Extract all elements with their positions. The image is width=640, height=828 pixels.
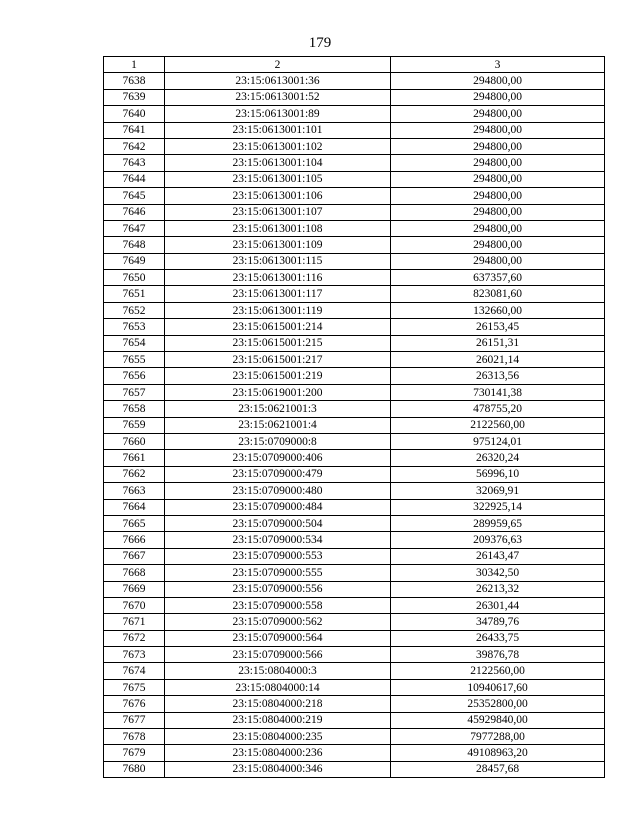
cadastral-number-cell: 23:15:0613001:104 — [165, 155, 391, 171]
cadastral-value-cell: 823081,60 — [391, 286, 605, 302]
cadastral-number-cell: 23:15:0804000:218 — [165, 696, 391, 712]
table-row — [104, 712, 605, 728]
row-number-cell: 7678 — [104, 729, 165, 745]
cadastral-value-cell: 209376,63 — [391, 532, 605, 548]
cadastral-number-cell: 23:15:0709000:562 — [165, 614, 391, 630]
table-row — [104, 138, 605, 154]
row-number-cell: 7647 — [104, 220, 165, 236]
table-row — [104, 647, 605, 663]
table-row — [104, 565, 605, 581]
cadastral-value-cell: 322925,14 — [391, 499, 605, 515]
row-number-cell: 7664 — [104, 499, 165, 515]
table-row — [104, 761, 605, 777]
row-number-cell: 7665 — [104, 515, 165, 531]
row-number-cell: 7662 — [104, 466, 165, 482]
table-row — [104, 335, 605, 351]
row-number-cell: 7639 — [104, 89, 165, 105]
cadastral-number-cell: 23:15:0613001:107 — [165, 204, 391, 220]
row-number-cell: 7680 — [104, 761, 165, 777]
cadastral-value-cell: 26151,31 — [391, 335, 605, 351]
table-row — [104, 319, 605, 335]
cadastral-number-cell: 23:15:0613001:89 — [165, 106, 391, 122]
table-row — [104, 220, 605, 236]
cadastral-value-cell: 26213,32 — [391, 581, 605, 597]
cadastral-value-cell: 32069,91 — [391, 483, 605, 499]
table-row — [104, 73, 605, 89]
table-row — [104, 122, 605, 138]
cadastral-number-cell: 23:15:0709000:504 — [165, 515, 391, 531]
table-row — [104, 237, 605, 253]
row-number-cell: 7650 — [104, 270, 165, 286]
cadastral-number-cell: 23:15:0621001:3 — [165, 401, 391, 417]
cadastral-number-cell: 23:15:0804000:14 — [165, 679, 391, 695]
cadastral-value-cell: 7977288,00 — [391, 729, 605, 745]
page-number: 179 — [308, 35, 332, 51]
cadastral-number-cell: 23:15:0615001:215 — [165, 335, 391, 351]
row-number-cell: 7679 — [104, 745, 165, 761]
row-number-cell: 7671 — [104, 614, 165, 630]
row-number-cell: 7645 — [104, 188, 165, 204]
cadastral-number-cell: 23:15:0804000:236 — [165, 745, 391, 761]
cadastral-value-cell: 294800,00 — [391, 171, 605, 187]
table-row — [104, 614, 605, 630]
row-number-cell: 7666 — [104, 532, 165, 548]
row-number-cell: 7649 — [104, 253, 165, 269]
row-number-cell: 7644 — [104, 171, 165, 187]
row-number-cell: 7675 — [104, 679, 165, 695]
cadastral-value-cell: 289959,65 — [391, 515, 605, 531]
cadastral-number-cell: 23:15:0709000:553 — [165, 548, 391, 564]
cadastral-value-cell: 10940617,60 — [391, 679, 605, 695]
cadastral-value-cell: 730141,38 — [391, 384, 605, 400]
cadastral-value-cell: 56996,10 — [391, 466, 605, 482]
cadastral-number-cell: 23:15:0709000:534 — [165, 532, 391, 548]
cadastral-number-cell: 23:15:0613001:116 — [165, 270, 391, 286]
cadastral-value-cell: 294800,00 — [391, 253, 605, 269]
table-row — [104, 663, 605, 679]
cadastral-value-cell: 294800,00 — [391, 73, 605, 89]
row-number-cell: 7657 — [104, 384, 165, 400]
cadastral-value-cell: 294800,00 — [391, 122, 605, 138]
row-number-cell: 7655 — [104, 352, 165, 368]
column-header-value: 3 — [391, 57, 605, 73]
cadastral-number-cell: 23:15:0709000:479 — [165, 466, 391, 482]
cadastral-value-cell: 39876,78 — [391, 647, 605, 663]
cadastral-value-cell: 26320,24 — [391, 450, 605, 466]
row-number-cell: 7653 — [104, 319, 165, 335]
cadastral-number-cell: 23:15:0613001:119 — [165, 302, 391, 318]
table-row — [104, 515, 605, 531]
row-number-cell: 7652 — [104, 302, 165, 318]
cadastral-number-cell: 23:15:0613001:52 — [165, 89, 391, 105]
cadastral-number-cell: 23:15:0804000:3 — [165, 663, 391, 679]
cadastral-value-cell: 26433,75 — [391, 630, 605, 646]
table-row — [104, 679, 605, 695]
table-row — [104, 597, 605, 613]
cadastral-number-cell: 23:15:0619001:200 — [165, 384, 391, 400]
cadastral-value-cell: 294800,00 — [391, 204, 605, 220]
row-number-cell: 7669 — [104, 581, 165, 597]
row-number-cell: 7642 — [104, 138, 165, 154]
cadastral-number-cell: 23:15:0613001:102 — [165, 138, 391, 154]
table-row — [104, 630, 605, 646]
cadastral-value-cell: 478755,20 — [391, 401, 605, 417]
cadastral-number-cell: 23:15:0709000:406 — [165, 450, 391, 466]
cadastral-value-cell: 28457,68 — [391, 761, 605, 777]
cadastral-value-cell: 2122560,00 — [391, 663, 605, 679]
row-number-cell: 7663 — [104, 483, 165, 499]
cadastral-number-cell: 23:15:0613001:105 — [165, 171, 391, 187]
cadastral-number-cell: 23:15:0709000:8 — [165, 433, 391, 449]
cadastral-number-cell: 23:15:0613001:115 — [165, 253, 391, 269]
cadastral-value-cell: 49108963,20 — [391, 745, 605, 761]
table-row — [104, 384, 605, 400]
row-number-cell: 7672 — [104, 630, 165, 646]
cadastral-number-cell: 23:15:0804000:346 — [165, 761, 391, 777]
table-row — [104, 433, 605, 449]
table-row — [104, 286, 605, 302]
cadastral-number-cell: 23:15:0709000:480 — [165, 483, 391, 499]
cadastral-number-cell: 23:15:0613001:109 — [165, 237, 391, 253]
table-row — [104, 270, 605, 286]
cadastral-number-cell: 23:15:0709000:484 — [165, 499, 391, 515]
cadastral-number-cell: 23:15:0615001:219 — [165, 368, 391, 384]
table-row — [104, 581, 605, 597]
row-number-cell: 7676 — [104, 696, 165, 712]
cadastral-number-cell: 23:15:0621001:4 — [165, 417, 391, 433]
cadastral-value-cell: 294800,00 — [391, 237, 605, 253]
cadastral-number-cell: 23:15:0613001:101 — [165, 122, 391, 138]
cadastral-number-cell: 23:15:0615001:214 — [165, 319, 391, 335]
table-row — [104, 106, 605, 122]
cadastral-value-cell: 132660,00 — [391, 302, 605, 318]
cadastral-value-cell: 294800,00 — [391, 106, 605, 122]
table-row — [104, 89, 605, 105]
cadastral-value-cell: 25352800,00 — [391, 696, 605, 712]
cadastral-number-cell: 23:15:0613001:117 — [165, 286, 391, 302]
table-header-row — [104, 57, 605, 73]
cadastral-number-cell: 23:15:0709000:555 — [165, 565, 391, 581]
table-body — [104, 73, 605, 778]
row-number-cell: 7674 — [104, 663, 165, 679]
table-row — [104, 450, 605, 466]
table-row — [104, 401, 605, 417]
table-row — [104, 204, 605, 220]
column-header-number: 1 — [104, 57, 165, 73]
row-number-cell: 7643 — [104, 155, 165, 171]
table-row — [104, 155, 605, 171]
table-row — [104, 368, 605, 384]
table-row — [104, 499, 605, 515]
table-row — [104, 302, 605, 318]
cadastral-number-cell: 23:15:0613001:36 — [165, 73, 391, 89]
row-number-cell: 7677 — [104, 712, 165, 728]
column-header-cadastral-number: 2 — [165, 57, 391, 73]
row-number-cell: 7646 — [104, 204, 165, 220]
cadastral-value-cell: 294800,00 — [391, 155, 605, 171]
table-row — [104, 548, 605, 564]
cadastral-number-cell: 23:15:0709000:556 — [165, 581, 391, 597]
table-row — [104, 417, 605, 433]
cadastral-value-cell: 294800,00 — [391, 220, 605, 236]
cadastral-value-cell: 975124,01 — [391, 433, 605, 449]
row-number-cell: 7670 — [104, 597, 165, 613]
cadastral-number-cell: 23:15:0804000:219 — [165, 712, 391, 728]
cadastral-number-cell: 23:15:0804000:235 — [165, 729, 391, 745]
table-row — [104, 171, 605, 187]
cadastral-number-cell: 23:15:0615001:217 — [165, 352, 391, 368]
table-row — [104, 745, 605, 761]
cadastral-number-cell: 23:15:0709000:564 — [165, 630, 391, 646]
row-number-cell: 7648 — [104, 237, 165, 253]
cadastral-number-cell: 23:15:0613001:108 — [165, 220, 391, 236]
table-row — [104, 466, 605, 482]
row-number-cell: 7673 — [104, 647, 165, 663]
cadastral-value-cell: 26153,45 — [391, 319, 605, 335]
table-row — [104, 483, 605, 499]
row-number-cell: 7660 — [104, 433, 165, 449]
table-row — [104, 352, 605, 368]
cadastral-value-cell: 294800,00 — [391, 188, 605, 204]
row-number-cell: 7640 — [104, 106, 165, 122]
cadastral-value-cell: 26021,14 — [391, 352, 605, 368]
row-number-cell: 7668 — [104, 565, 165, 581]
cadastral-number-cell: 23:15:0709000:558 — [165, 597, 391, 613]
cadastral-value-cell: 45929840,00 — [391, 712, 605, 728]
cadastral-value-cell: 30342,50 — [391, 565, 605, 581]
table-row — [104, 253, 605, 269]
row-number-cell: 7667 — [104, 548, 165, 564]
cadastral-value-cell: 26313,56 — [391, 368, 605, 384]
cadastral-value-cell: 2122560,00 — [391, 417, 605, 433]
table-row — [104, 729, 605, 745]
row-number-cell: 7656 — [104, 368, 165, 384]
cadastral-value-cell: 26143,47 — [391, 548, 605, 564]
row-number-cell: 7641 — [104, 122, 165, 138]
row-number-cell: 7658 — [104, 401, 165, 417]
cadastral-value-cell: 294800,00 — [391, 89, 605, 105]
row-number-cell: 7654 — [104, 335, 165, 351]
cadastral-value-cell: 637357,60 — [391, 270, 605, 286]
row-number-cell: 7651 — [104, 286, 165, 302]
table-row — [104, 696, 605, 712]
cadastral-number-cell: 23:15:0613001:106 — [165, 188, 391, 204]
cadastral-value-table — [103, 56, 605, 778]
cadastral-value-cell: 294800,00 — [391, 138, 605, 154]
cadastral-value-cell: 26301,44 — [391, 597, 605, 613]
row-number-cell: 7638 — [104, 73, 165, 89]
row-number-cell: 7659 — [104, 417, 165, 433]
cadastral-value-cell: 34789,76 — [391, 614, 605, 630]
row-number-cell: 7661 — [104, 450, 165, 466]
table-row — [104, 532, 605, 548]
table-row — [104, 188, 605, 204]
cadastral-number-cell: 23:15:0709000:566 — [165, 647, 391, 663]
